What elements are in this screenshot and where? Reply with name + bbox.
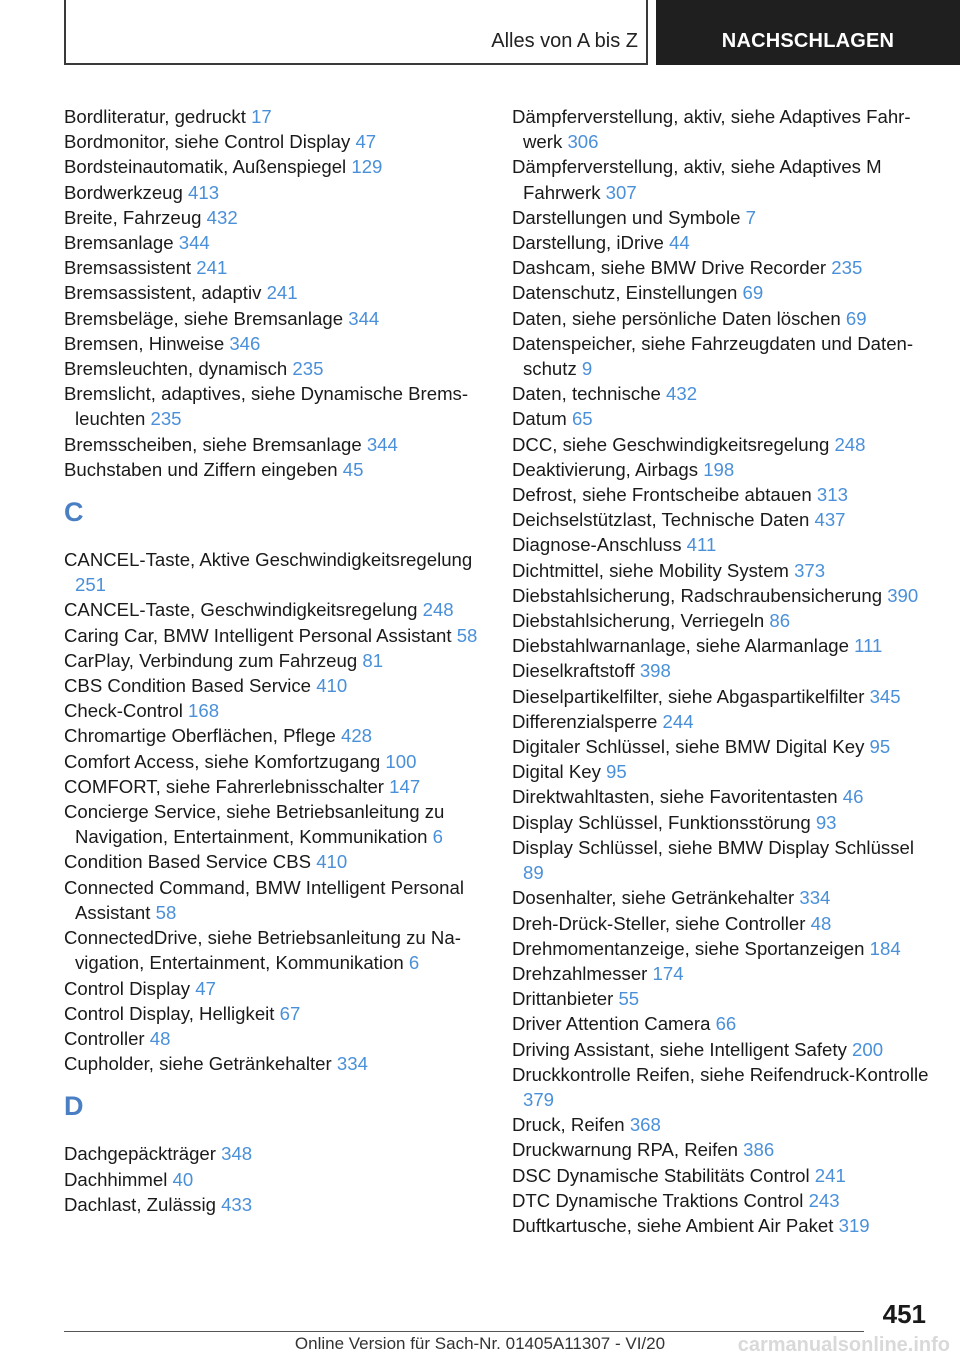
index-entry: [512, 558, 932, 583]
page-reference-link[interactable]: 6: [408, 952, 420, 974]
index-entry: [512, 432, 932, 457]
index-column-right: [512, 104, 932, 1238]
index-entry: [64, 698, 484, 723]
page-reference-link[interactable]: 58: [456, 624, 478, 646]
header-chapter-tab[interactable]: [656, 0, 960, 65]
page-reference-link[interactable]: 428: [341, 725, 373, 747]
index-entry-text: Daten, technische: [512, 383, 661, 405]
header-divider-right: [646, 0, 648, 65]
page-reference-link[interactable]: 40: [172, 1168, 194, 1190]
index-entry: [512, 885, 932, 910]
page-reference-link[interactable]: 437: [814, 509, 846, 531]
page-reference-link[interactable]: 235: [831, 257, 863, 279]
index-entry-text: Defrost, siehe Frontscheibe abtauen: [512, 484, 812, 506]
index-letter-heading: C: [64, 497, 84, 528]
index-entry-text: Connected Command, BMW Intelligent Personal Assistant: [64, 876, 464, 923]
index-entry-text: Dichtmittel, siehe Mobility System: [512, 559, 789, 581]
index-entry-text: Comfort Access, siehe Komfortzugang: [64, 750, 381, 772]
index-entry: [512, 709, 932, 734]
page-reference-link[interactable]: 410: [316, 675, 348, 697]
index-entry-text: DCC, siehe Geschwindigkeitsregelung: [512, 433, 830, 455]
index-entry-text: Bremsscheiben, siehe Bremsanlage: [64, 433, 362, 455]
index-entry-text: Diebstahlsicherung, Radschraubensicherung: [512, 584, 883, 606]
page-reference-link[interactable]: 379: [523, 1088, 555, 1110]
index-entry: [64, 1192, 484, 1217]
index-entry-text: Breite, Fahrzeug: [64, 206, 202, 228]
index-entry-text: Darstellung, iDrive: [512, 232, 664, 254]
index-entry-text: Bremsleuchten, dynamisch: [64, 358, 288, 380]
index-entry-text: Digital Key: [512, 761, 601, 783]
page-reference-link[interactable]: 241: [196, 257, 228, 279]
index-entry: [512, 205, 932, 230]
page-reference-link[interactable]: 198: [703, 458, 735, 480]
page-reference-link[interactable]: 319: [838, 1214, 870, 1236]
page-reference-link[interactable]: 433: [221, 1193, 253, 1215]
index-entry-text: Bordsteinautomatik, Außenspiegel: [64, 156, 347, 178]
index-entry: [512, 608, 932, 633]
index-entry: [512, 255, 932, 280]
page-reference-link[interactable]: 46: [842, 786, 864, 808]
index-entry: [64, 104, 484, 129]
page-reference-link[interactable]: 307: [605, 181, 637, 203]
index-entry-text: Differenzialsperre: [512, 710, 658, 732]
page-reference-link[interactable]: 6: [432, 826, 443, 848]
page-reference-link[interactable]: 174: [652, 962, 684, 984]
page-reference-link[interactable]: 398: [639, 660, 671, 682]
index-entry: [64, 648, 484, 673]
index-entry-text: Drehzahlmesser: [512, 962, 648, 984]
index-entry: [512, 936, 932, 961]
index-entry-text: Buchstaben und Ziffern eingeben: [64, 458, 338, 480]
index-entry: [512, 532, 932, 557]
index-entry: [64, 432, 484, 457]
page-reference-link[interactable]: 243: [808, 1189, 840, 1211]
index-entry: [64, 306, 484, 331]
index-entry: [512, 1137, 932, 1162]
index-entry-text: Chromartige Oberflächen, Pflege: [64, 725, 336, 747]
index-entry-text: Deaktivierung, Airbags: [512, 458, 699, 480]
index-entry: [512, 406, 932, 431]
page-reference-link[interactable]: 86: [769, 610, 791, 632]
index-entry: [512, 961, 932, 986]
index-entry: [64, 1026, 484, 1051]
page-reference-link[interactable]: 200: [852, 1038, 884, 1060]
page-reference-link[interactable]: 47: [355, 131, 377, 153]
index-entry: [512, 482, 932, 507]
page-reference-link[interactable]: 334: [336, 1053, 368, 1075]
index-entry: [64, 331, 484, 356]
index-entry: [64, 547, 484, 597]
index-entry: [512, 1188, 932, 1213]
page-reference-link[interactable]: 348: [221, 1143, 253, 1165]
index-entry: [512, 1011, 932, 1036]
page-reference-link[interactable]: 69: [742, 282, 764, 304]
page-reference-link[interactable]: 48: [149, 1027, 171, 1049]
index-entry: [64, 280, 484, 305]
index-entry: [512, 759, 932, 784]
index-entry-text: Check-Control: [64, 700, 183, 722]
index-entry: [64, 255, 484, 280]
index-entry-text: Controller: [64, 1027, 145, 1049]
page-reference-link[interactable]: 184: [869, 937, 901, 959]
index-entry: [64, 356, 484, 381]
index-entry-text: Display Schlüssel, siehe BMW Display Schlüssel: [512, 836, 914, 858]
index-letter-heading: D: [64, 1091, 84, 1122]
page-reference-link[interactable]: 168: [188, 700, 220, 722]
index-entry-text: DSC Dynamische Stabilitäts Control: [512, 1164, 810, 1186]
index-entry: [512, 280, 932, 305]
index-entry: [512, 583, 932, 608]
page-reference-link[interactable]: 235: [150, 408, 182, 430]
index-entry-text: Bremsen, Hinweise: [64, 332, 225, 354]
page-reference-link[interactable]: 67: [279, 1002, 301, 1024]
page-reference-link[interactable]: 241: [266, 282, 298, 304]
index-entry: [64, 457, 484, 482]
index-entry: [512, 810, 932, 835]
index-entry: [512, 154, 932, 204]
index-entry: [512, 1037, 932, 1062]
index-entry: [512, 331, 932, 381]
page-reference-link[interactable]: 386: [743, 1139, 775, 1161]
page-reference-link[interactable]: 45: [342, 458, 364, 480]
page-reference-link[interactable]: 89: [523, 862, 544, 884]
index-entry-text: Datum: [512, 408, 567, 430]
page-reference-link[interactable]: 306: [567, 131, 599, 153]
header-chapter-label: NACHSCHLAGEN: [721, 30, 895, 52]
index-entry-text: COMFORT, siehe Fahrerlebnisschalter: [64, 775, 384, 797]
index-entry: [512, 104, 932, 154]
index-entry: [64, 673, 484, 698]
index-entry: [512, 457, 932, 482]
page-reference-link[interactable]: 248: [422, 599, 454, 621]
index-entry: [512, 1112, 932, 1137]
page-reference-link[interactable]: 17: [251, 106, 272, 127]
index-entry: [64, 597, 484, 622]
page-reference-link[interactable]: 100: [385, 750, 417, 772]
index-entry: [512, 381, 932, 406]
footer-rule: [64, 1331, 864, 1332]
index-entry: [64, 1167, 484, 1192]
index-entry-text: Bremsassistent: [64, 257, 192, 279]
index-entry: [512, 306, 932, 331]
index-entry: [512, 1163, 932, 1188]
index-entry: [512, 684, 932, 709]
index-entry: [64, 1001, 484, 1026]
page-reference-link[interactable]: 345: [869, 685, 901, 707]
index-entry: [512, 1213, 932, 1238]
index-entry: [512, 658, 932, 683]
page-reference-link[interactable]: 248: [834, 433, 866, 455]
page-reference-link[interactable]: 410: [316, 851, 348, 873]
index-entry: [512, 230, 932, 255]
page-reference-link[interactable]: 9: [581, 358, 593, 380]
page-reference-link[interactable]: 69: [845, 307, 867, 329]
index-entry: [512, 507, 932, 532]
index-entry-text: Bremslicht, adaptives, siehe Dynamische Bremsleuchten: [64, 383, 469, 430]
page-reference-link[interactable]: 66: [715, 1013, 737, 1035]
footer-online-version: Online Version für Sach-Nr. 01405A11307 - VI/20: [294, 1334, 666, 1353]
index-entry-text: Driving Assistant, siehe Intelligent Safety: [512, 1038, 847, 1060]
index-entry-text: Dosenhalter, siehe Getränkehalter: [512, 887, 795, 909]
index-entry-text: Diebstahlwarnanlage, siehe Alarmanlage: [512, 635, 849, 657]
index-entry: [64, 774, 484, 799]
index-entry: [64, 154, 484, 179]
page-reference-link[interactable]: 44: [669, 232, 690, 254]
index-entry-text: Direktwahltasten, siehe Favoritentasten: [512, 786, 838, 808]
index-entry-text: Dashcam, siehe BMW Drive Recorder: [512, 257, 827, 279]
page-reference-link[interactable]: 368: [629, 1114, 661, 1136]
index-entry: [64, 180, 484, 205]
index-entry-text: Daten, siehe persönliche Daten löschen: [512, 307, 841, 329]
page-reference-link[interactable]: 390: [887, 584, 919, 606]
index-entry-text: Bordliteratur, gedruckt: [64, 106, 246, 127]
index-entry-text: Datenspeicher, siehe Fahrzeugdaten und Datenschutz: [512, 332, 914, 380]
index-entry-text: CBS Condition Based Service: [64, 675, 312, 697]
index-entry: [512, 911, 932, 936]
index-entry-text: Dieselkraftstoff: [512, 660, 635, 682]
page-reference-link[interactable]: 344: [348, 307, 380, 329]
page-reference-link[interactable]: 48: [810, 912, 832, 934]
page-reference-link[interactable]: 413: [188, 181, 220, 203]
page-reference-link[interactable]: 334: [799, 887, 831, 909]
page-reference-link[interactable]: 129: [351, 156, 383, 178]
index-entry: [64, 849, 484, 874]
page-reference-link[interactable]: 65: [571, 408, 593, 430]
page-reference-link[interactable]: 346: [229, 332, 261, 354]
index-entry: [64, 623, 484, 648]
header-section-title[interactable]: Alles von A bis Z: [491, 30, 638, 52]
header-rule: [64, 63, 648, 65]
index-entry-text: Bremsanlage: [64, 232, 174, 254]
index-entry-text: Condition Based Service CBS: [64, 851, 312, 873]
page-reference-link[interactable]: 55: [618, 988, 640, 1010]
page-reference-link[interactable]: 344: [366, 433, 398, 455]
index-entry-text: Datenschutz, Einstellungen: [512, 282, 738, 304]
index-entry-text: Dämpferverstellung, aktiv, siehe Adaptives Fahrwerk: [512, 106, 911, 153]
index-entry-text: Druckwarnung RPA, Reifen: [512, 1139, 738, 1161]
page-reference-link[interactable]: 411: [686, 534, 717, 556]
index-entry-text: Drittanbieter: [512, 988, 614, 1010]
index-entry: [64, 1051, 484, 1076]
index-entry: [64, 799, 484, 849]
page-reference-link[interactable]: 111: [854, 635, 883, 657]
page-reference-link[interactable]: 81: [362, 649, 384, 671]
index-entry-text: Dieselpartikelfilter, siehe Abgaspartikelfilter: [512, 685, 865, 707]
index-entry: [512, 835, 932, 885]
index-entry-text: CarPlay, Verbindung zum Fahrzeug: [64, 649, 358, 671]
index-entry-text: ConnectedDrive, siehe Betriebsanleitung zu Navigation, Entertainment, Kommunikation: [64, 927, 461, 974]
page-reference-link[interactable]: 251: [75, 574, 107, 596]
index-entry: [512, 633, 932, 658]
index-entry-text: Bordmonitor, siehe Control Display: [64, 131, 351, 153]
index-entry-text: CANCEL-Taste, Aktive Geschwindigkeitsregelung: [64, 549, 473, 571]
index-entry: [512, 986, 932, 1011]
page-reference-link[interactable]: 235: [292, 358, 324, 380]
page-reference-link[interactable]: 95: [869, 736, 891, 758]
index-entry-text: Control Display, Helligkeit: [64, 1002, 275, 1024]
page-reference-link[interactable]: 95: [606, 761, 627, 783]
index-entry: [64, 749, 484, 774]
index-entry-text: Duftkartusche, siehe Ambient Air Paket: [512, 1214, 834, 1236]
index-entry: [64, 1141, 484, 1166]
page-reference-link[interactable]: 344: [178, 232, 210, 254]
index-entry-text: Diebstahlsicherung, Verriegeln: [512, 610, 765, 632]
index-entry-text: Digitaler Schlüssel, siehe BMW Digital Key: [512, 736, 865, 758]
index-entry-text: Driver Attention Camera: [512, 1013, 711, 1035]
page-reference-link[interactable]: 147: [389, 775, 421, 797]
index-entry: [512, 784, 932, 809]
index-entry: [512, 1062, 932, 1112]
index-entry-text: Cupholder, siehe Getränkehalter: [64, 1053, 332, 1075]
watermark-logo: carmanualsonline.info: [737, 1334, 950, 1356]
index-entry-text: Display Schlüssel, Funktionsstörung: [512, 811, 811, 833]
index-entry: [64, 381, 484, 431]
index-entry-text: DTC Dynamische Traktions Control: [512, 1189, 804, 1211]
index-entry-text: CANCEL-Taste, Geschwindigkeitsregelung: [64, 599, 418, 621]
index-entry: [64, 230, 484, 255]
index-entry-text: Deichselstützlast, Technische Daten: [512, 509, 810, 531]
index-entry: [64, 723, 484, 748]
index-entry-text: Caring Car, BMW Intelligent Personal Assistant: [64, 624, 452, 646]
page-reference-link[interactable]: 241: [814, 1164, 846, 1186]
index-entry-text: Bremsbeläge, siehe Bremsanlage: [64, 307, 344, 329]
index-entry-text: Dachgepäckträger: [64, 1143, 216, 1165]
index-entry: [64, 976, 484, 1001]
page-reference-link[interactable]: 93: [815, 811, 837, 833]
index-column-left: [64, 104, 484, 1217]
page-reference-link[interactable]: 47: [195, 977, 216, 999]
page-reference-link[interactable]: 432: [666, 383, 698, 405]
index-entry: [64, 875, 484, 925]
index-entry-text: Bordwerkzeug: [64, 181, 183, 203]
page-reference-link[interactable]: 432: [206, 206, 238, 228]
index-entry-text: Dachhimmel: [64, 1168, 168, 1190]
index-entry-text: Diagnose-Anschluss: [512, 534, 682, 556]
index-entry-text: Druckkontrolle Reifen, siehe Reifendruck-Kontrolle: [512, 1063, 929, 1085]
index-entry-text: Darstellungen und Symbole: [512, 206, 741, 228]
index-entry-text: Drehmomentanzeige, siehe Sportanzeigen: [512, 937, 865, 959]
page-reference-link[interactable]: 313: [816, 484, 848, 506]
index-entry-text: Control Display: [64, 977, 191, 999]
index-entry: [64, 925, 484, 975]
page-reference-link[interactable]: 373: [794, 559, 826, 581]
index-entry-text: Dreh-Drück-Steller, siehe Controller: [512, 912, 806, 934]
page-reference-link[interactable]: 58: [155, 901, 177, 923]
index-entry: [512, 734, 932, 759]
index-entry-text: Bremsassistent, adaptiv: [64, 282, 262, 304]
index-entry-text: Druck, Reifen: [512, 1114, 625, 1136]
index-entry-text: Concierge Service, siehe Betriebsanleitung zu Navigation, Entertainment, Kommunikation: [64, 801, 445, 848]
page-reference-link[interactable]: 7: [745, 206, 756, 228]
index-entry-text: Dachlast, Zulässig: [64, 1193, 216, 1215]
index-entry-text: Dämpferverstellung, aktiv, siehe Adaptives M Fahrwerk: [512, 156, 882, 203]
page-reference-link[interactable]: 244: [662, 710, 694, 732]
page-number: 451: [882, 1299, 926, 1329]
header-divider-left: [64, 0, 66, 65]
index-entry: [64, 129, 484, 154]
index-entry: [64, 205, 484, 230]
